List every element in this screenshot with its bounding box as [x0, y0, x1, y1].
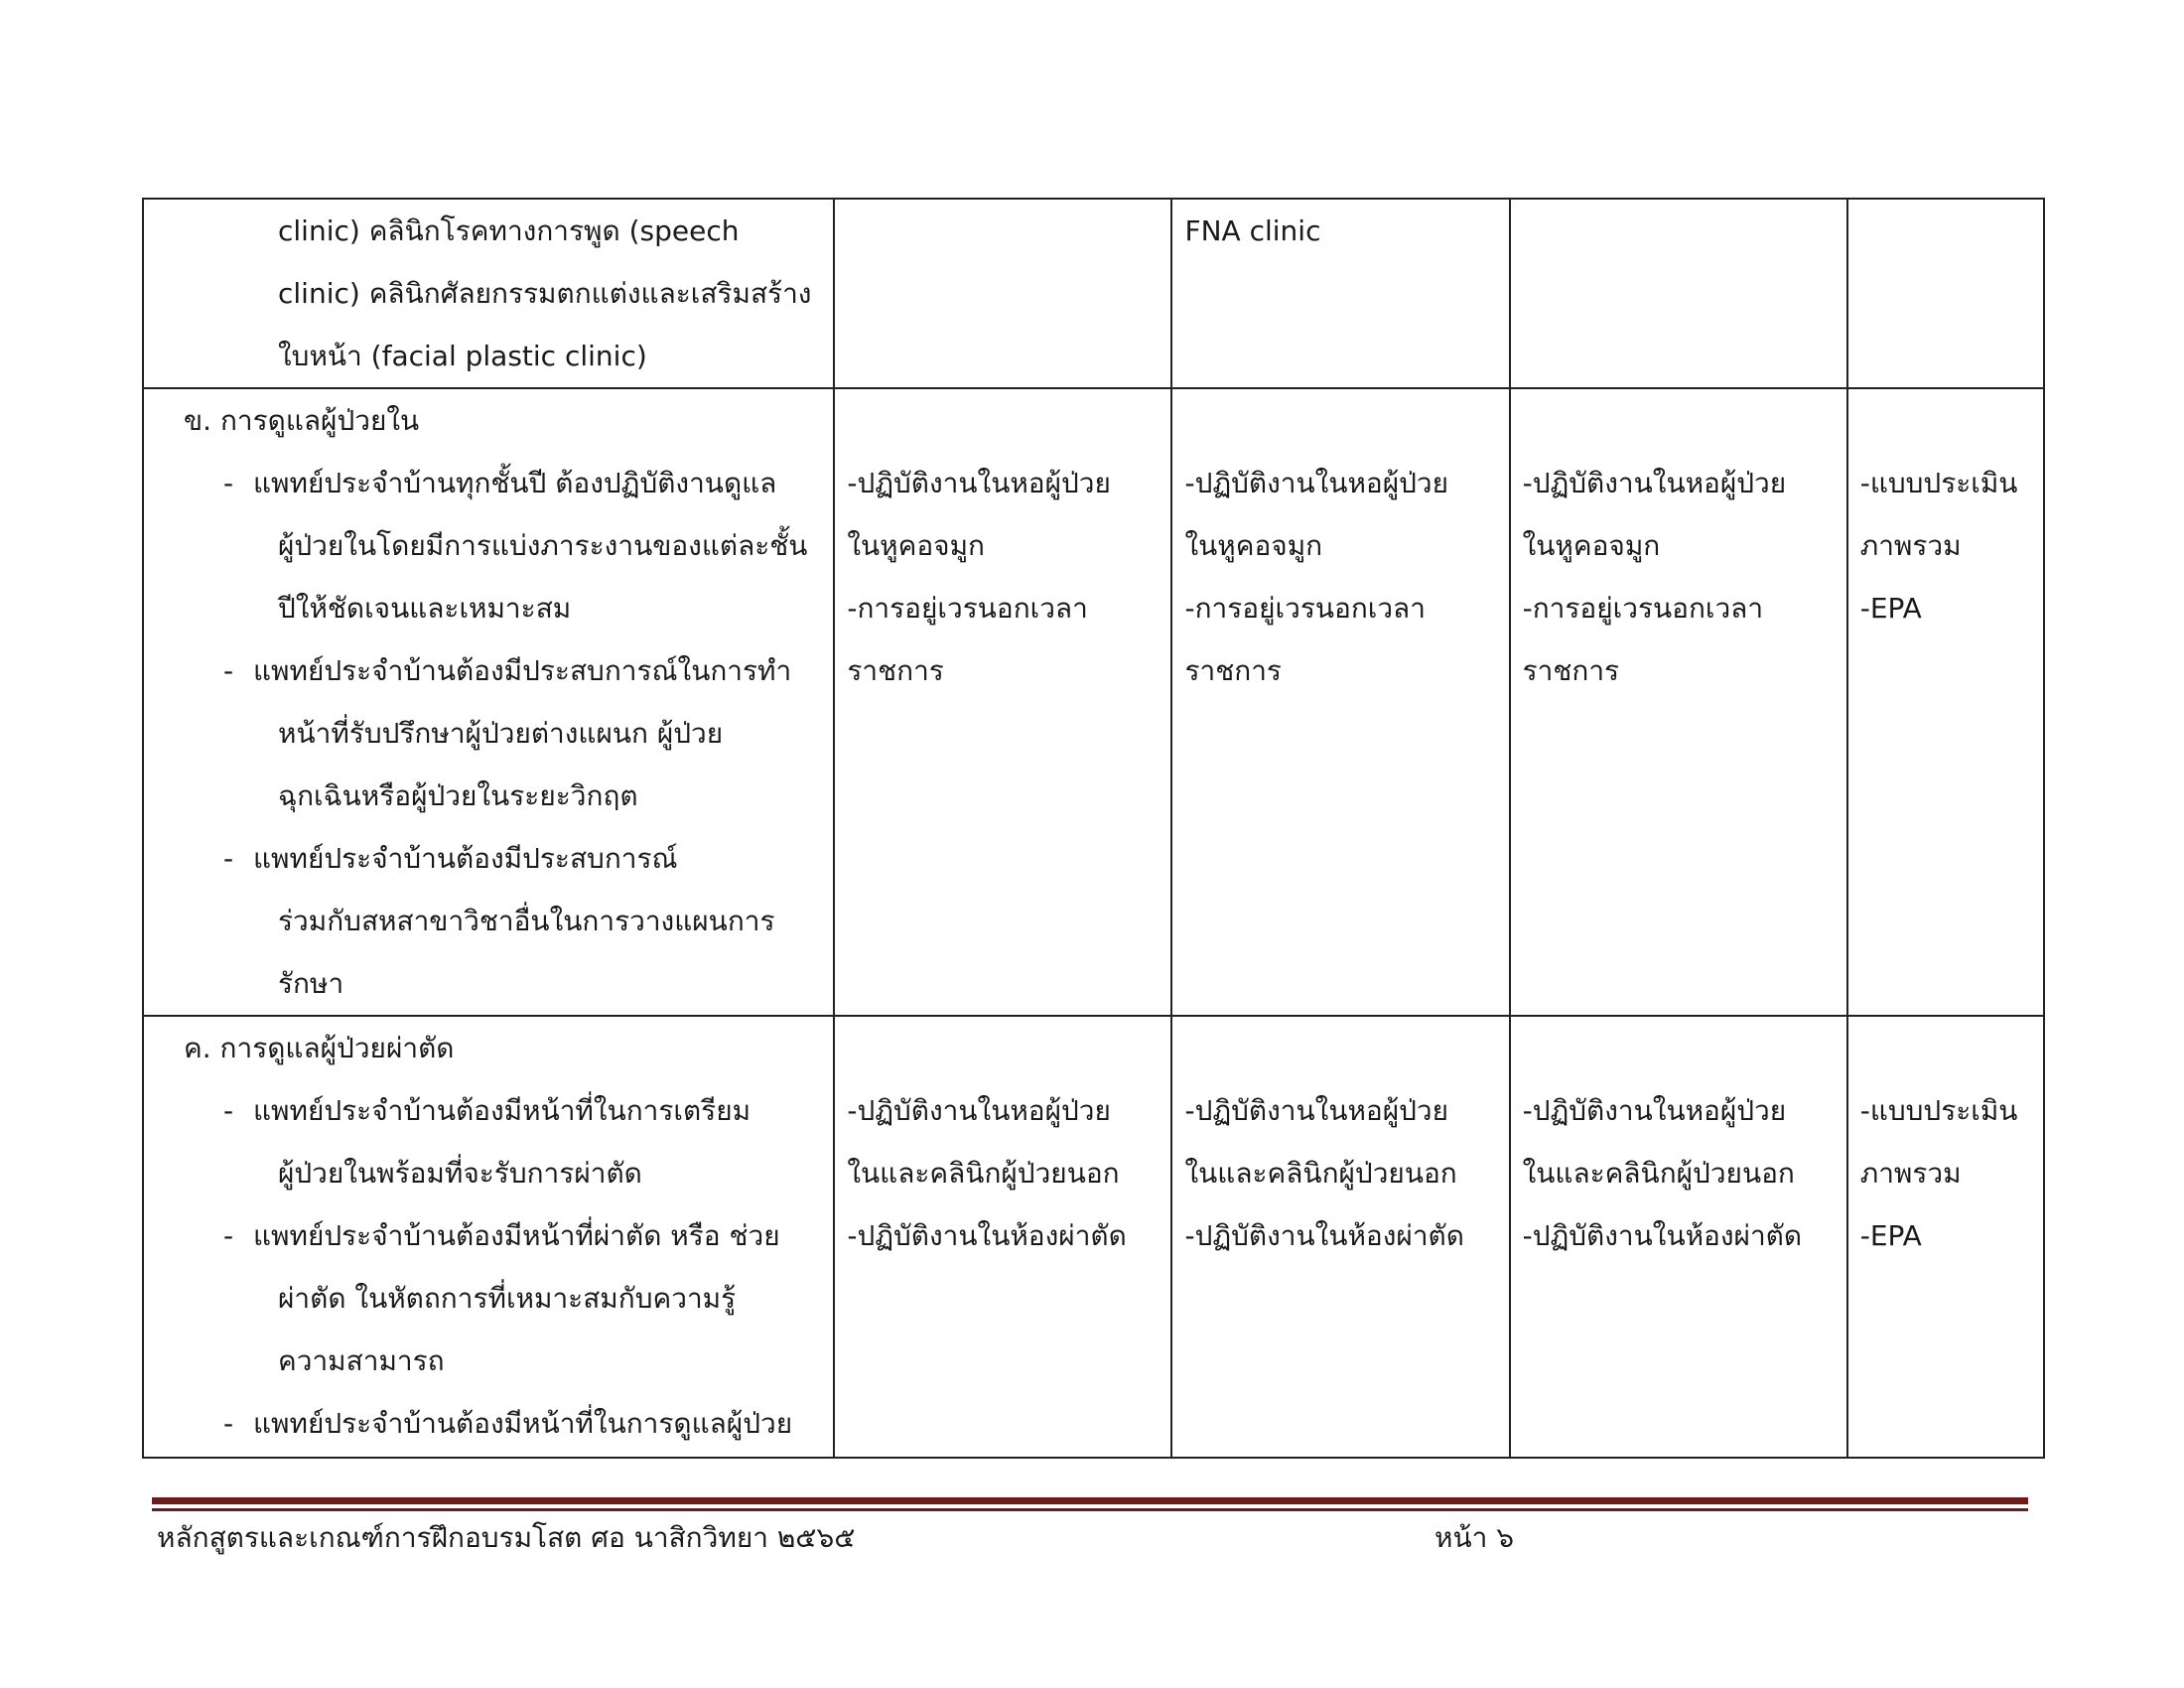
- list-item-text: แพทย์ประจำบ้านทุกชั้นปี ต้องปฏิบัติงานดูแล: [253, 467, 777, 499]
- text-line: -EPA: [1859, 592, 1922, 625]
- curriculum-table: [142, 198, 2045, 1459]
- text-line: ภาพรวม: [1859, 529, 1962, 562]
- bullet-dash: -: [223, 1094, 234, 1127]
- text-line: clinic) คลินิกโรคทางการพูด (speech: [278, 214, 740, 247]
- list-item: [144, 452, 833, 514]
- text-line: ในและคลินิกผู้ป่วยนอก: [847, 1157, 1120, 1190]
- text-line: -แบบประเมิน: [1859, 1094, 2018, 1127]
- text-line: ผ่าตัด ในหัตถการที่เหมาะสมกับความรู้: [278, 1282, 737, 1315]
- table-row: [143, 1016, 2044, 1458]
- text-line: รักษา: [278, 967, 344, 1000]
- footer-rule-thin: [152, 1508, 2028, 1511]
- text-line: -ปฏิบัติงานในหอผู้ป่วย: [1522, 1094, 1787, 1127]
- text-line: ปีให้ชัดเจนและเหมาะสม: [278, 592, 572, 625]
- row1-col2-cell: [834, 199, 1171, 388]
- text-line: ผู้ป่วยในโดยมีการแบ่งภาระงานของแต่ละชั้น: [278, 529, 808, 562]
- section-heading: ข. การดูแลผู้ป่วยใน: [184, 404, 420, 437]
- text-line: -ปฏิบัติงานในหอผู้ป่วย: [1184, 1094, 1449, 1127]
- row1-col4-cell: [1510, 199, 1847, 388]
- text-line: -ปฏิบัติงานในหอผู้ป่วย: [1522, 467, 1787, 499]
- text-line: -การอยู่เวรนอกเวลา: [1184, 592, 1426, 625]
- text-line: ความสามารถ: [278, 1344, 445, 1377]
- row2-col2-cell: [834, 388, 1171, 1016]
- row2-col5-cell: [1847, 388, 2044, 1016]
- footer-page-number: หน้า ๖: [1434, 1521, 1514, 1554]
- list-item-text: แพทย์ประจำบ้านต้องมีหน้าที่ในการเตรียม: [253, 1094, 751, 1127]
- text-line: ร่วมกับสหสาขาวิชาอื่นในการวางแผนการ: [278, 905, 775, 937]
- text-line: ในหูคอจมูก: [1184, 529, 1323, 562]
- list-item-text: แพทย์ประจำบ้านต้องมีหน้าที่ในการดูแลผู้ป่วย: [253, 1407, 793, 1440]
- row1-col1-cell: [143, 199, 834, 388]
- text-line: ในหูคอจมูก: [1522, 529, 1661, 562]
- row1-col5-cell: [1847, 199, 2044, 388]
- list-item: [144, 639, 833, 702]
- text-line: ภาพรวม: [1859, 1157, 1962, 1190]
- text-line: clinic) คลินิกศัลยกรรมตกแต่งและเสริมสร้าง: [278, 277, 812, 310]
- text-line: -การอยู่เวรนอกเวลา: [847, 592, 1088, 625]
- row3-col1-cell: [143, 1016, 834, 1458]
- row3-col3-cell: [1171, 1016, 1509, 1458]
- bullet-dash: -: [223, 842, 234, 875]
- row3-col4-cell: [1510, 1016, 1847, 1458]
- list-item: [144, 1204, 833, 1267]
- section-heading: ค. การดูแลผู้ป่วยผ่าตัด: [184, 1032, 455, 1064]
- text-line: -ปฏิบัติงานในหอผู้ป่วย: [847, 467, 1111, 499]
- list-item-text: แพทย์ประจำบ้านต้องมีหน้าที่ผ่าตัด หรือ ช่วย: [253, 1219, 780, 1252]
- table-row: [143, 388, 2044, 1016]
- text-line: ราชการ: [1522, 654, 1620, 687]
- text-line: -ปฏิบัติงานในห้องผ่าตัด: [1522, 1219, 1803, 1252]
- list-item: [144, 827, 833, 890]
- bullet-dash: -: [223, 1219, 234, 1252]
- list-item: [144, 1079, 833, 1142]
- row3-col5-cell: [1847, 1016, 2044, 1458]
- bullet-dash: -: [223, 467, 234, 499]
- footer-rule-thick: [152, 1497, 2028, 1504]
- row3-col2-cell: [834, 1016, 1171, 1458]
- row2-col4-cell: [1510, 388, 1847, 1016]
- text-line: ในหูคอจมูก: [847, 529, 985, 562]
- footer-document-title: หลักสูตรและเกณฑ์การฝึกอบรมโสต ศอ นาสิกวิทยา ๒๕๖๕: [157, 1521, 856, 1554]
- row2-col3-cell: [1171, 388, 1509, 1016]
- text-line: -EPA: [1859, 1219, 1922, 1252]
- text-line: ราชการ: [847, 654, 944, 687]
- bullet-dash: -: [223, 1407, 234, 1440]
- list-item-text: แพทย์ประจำบ้านต้องมีประสบการณ์ในการทำ: [253, 654, 792, 687]
- text-line: ใบหน้า (facial plastic clinic): [278, 340, 647, 372]
- row1-col3-cell: [1171, 199, 1509, 388]
- text-line: ราชการ: [1184, 654, 1282, 687]
- text-line: -ปฏิบัติงานในห้องผ่าตัด: [847, 1219, 1127, 1252]
- table-row: [143, 199, 2044, 388]
- text-line: FNA clinic: [1184, 214, 1321, 247]
- row2-col1-cell: [143, 388, 834, 1016]
- text-line: -ปฏิบัติงานในหอผู้ป่วย: [847, 1094, 1111, 1127]
- text-line: ผู้ป่วยในพร้อมที่จะรับการผ่าตัด: [278, 1157, 642, 1190]
- text-line: ฉุกเฉินหรือผู้ป่วยในระยะวิกฤต: [278, 779, 638, 812]
- list-item: [144, 1392, 833, 1455]
- text-line: -การอยู่เวรนอกเวลา: [1522, 592, 1764, 625]
- text-line: ในและคลินิกผู้ป่วยนอก: [1184, 1157, 1457, 1190]
- text-line: -ปฏิบัติงานในหอผู้ป่วย: [1184, 467, 1449, 499]
- list-item-text: แพทย์ประจำบ้านต้องมีประสบการณ์: [253, 842, 678, 875]
- text-line: -ปฏิบัติงานในห้องผ่าตัด: [1184, 1219, 1464, 1252]
- text-line: -แบบประเมิน: [1859, 467, 2018, 499]
- text-line: หน้าที่รับปรึกษาผู้ป่วยต่างแผนก ผู้ป่วย: [278, 717, 724, 750]
- text-line: ในและคลินิกผู้ป่วยนอก: [1522, 1157, 1795, 1190]
- bullet-dash: -: [223, 654, 234, 687]
